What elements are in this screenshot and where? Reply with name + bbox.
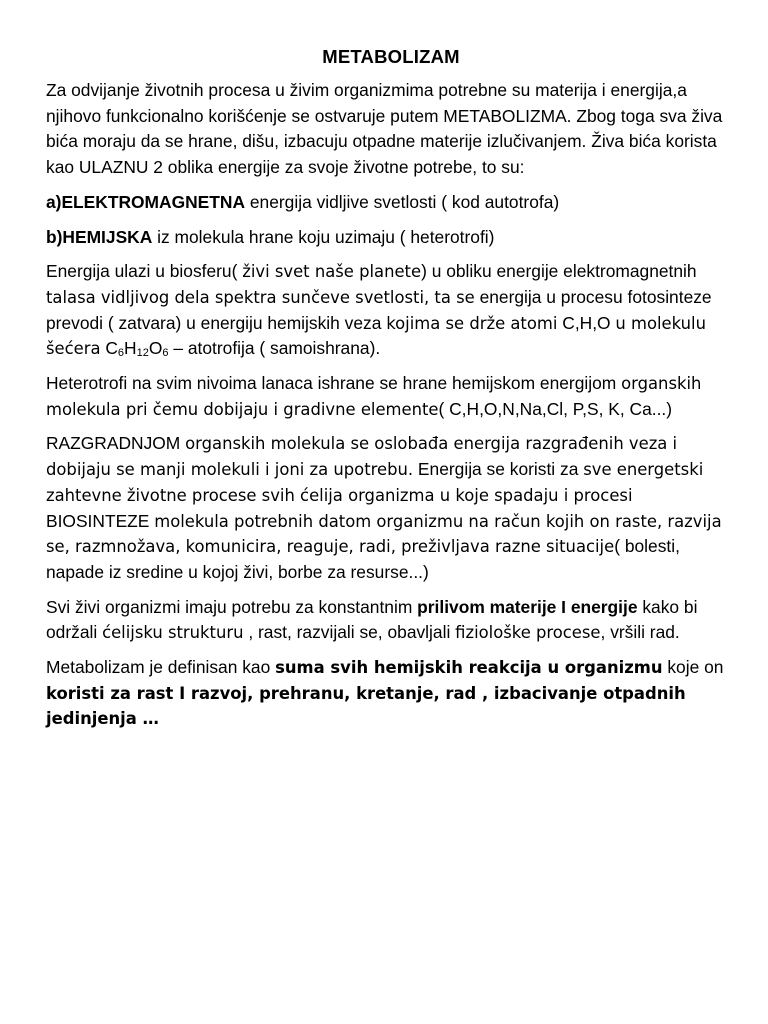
paragraph-electromagnetic bbox=[46, 190, 736, 216]
energy-text-b: živi svet naše planete bbox=[242, 262, 422, 282]
energy-text-f: kojima se drže atomi bbox=[386, 313, 558, 333]
energy-text-l: – atotrofija ( samoishrana). bbox=[168, 338, 381, 359]
intro-text-b: , izbacuju otpadne materije izlučivanjem. Živa bića korista kao ULAZNU 2 oblika energije za svoje životne potrebe, to su: bbox=[46, 131, 717, 178]
page-title: METABOLIZAM bbox=[322, 46, 460, 67]
electromagnetic-label: a)ELEKTROMAGNETNA bbox=[46, 191, 246, 212]
chemical-label: b)HEMIJSKA bbox=[46, 226, 153, 247]
decomposition-text-a: RAZGRADNJOM bbox=[46, 433, 186, 454]
document-body bbox=[46, 44, 736, 741]
energy-text-d: talasa vidljivog dela spektra sunčeve svetlosti, ta se bbox=[46, 287, 475, 307]
paragraph-matter-energy bbox=[46, 595, 736, 646]
paragraph-intro bbox=[46, 78, 736, 181]
matter-text-a: Svi živi organizmi imaju potrebu za konstantnim bbox=[46, 596, 418, 617]
decomposition-text-d: sve energetski zahtevne životne procese svih ćelija organizma u koje spadaju i procesi bbox=[46, 460, 704, 505]
definition-text-d: koristi za rast I razvoj, prehranu, kretanje, rad , izbacivanje otpadnih jedinjenja … bbox=[46, 683, 686, 729]
energy-text-e: energija u procesu fotosinteze prevodi ( zatvara) u energiju hemijskih veza bbox=[46, 286, 712, 333]
matter-text-g: , vršili rad. bbox=[600, 622, 680, 643]
intro-text-a: Za odvijanje životnih procesa u živim organizmima potrebne su materija i energija,a njihovo funkcionalno korišćenje se ostvaruje putem METABOLIZMA. Zbog toga sva živa bića moraju da se hrane, dišu bbox=[46, 80, 723, 152]
electromagnetic-text: energija vidljive svetlosti ( kod autotrofa) bbox=[245, 191, 560, 212]
formula-sub-6b: 6 bbox=[162, 347, 169, 360]
formula-sub-6: 6 bbox=[117, 347, 125, 360]
decomposition-text-c: Energija se koristi za bbox=[413, 459, 584, 480]
heterotrophs-text-b: organskih molekula pri čemu dobijaju i gradivne elemente bbox=[46, 374, 702, 419]
decomposition-text-g: ( bolesti, napade iz sredine u kojoj živi, borbe za resurse...) bbox=[46, 536, 680, 582]
formula-sub-12: 12 bbox=[136, 347, 149, 360]
matter-text-f: fiziološke procese bbox=[455, 623, 601, 643]
formula-carbon: C bbox=[100, 338, 118, 359]
decomposition-text-b: organskih molekula se oslobađa energija razgrađenih veza i dobijaju se manji molekuli i joni za upotrebu. bbox=[46, 434, 678, 480]
energy-text-c: ) u obliku energije elektromagnetnih bbox=[421, 261, 697, 282]
definition-text-b: suma svih hemijskih reakcija u organizmu bbox=[275, 658, 663, 678]
paragraph-chemical bbox=[46, 225, 736, 251]
heterotrophs-text-a: Heterotrofi na svim nivoima lanaca ishrane se hrane hemijskom energijom bbox=[46, 373, 622, 394]
matter-text-e: , rast, razvijali se, obavljali bbox=[243, 622, 456, 643]
energy-text-h: u molekulu šećera bbox=[46, 313, 706, 359]
heterotrophs-text-c: ( C,H,O,N,Na,Cl, P,S, K, Ca...) bbox=[438, 398, 673, 419]
matter-text-c: kako bi održali bbox=[46, 596, 698, 643]
energy-text-a: Energija ulazi u biosferu( bbox=[46, 261, 243, 282]
decomposition-text-f: molekula potrebnih datom organizmu na račun kojih on raste, razvija se, razmnožava, komunicira, reaguje, radi, preživljava razne situacije bbox=[46, 511, 722, 557]
definition-text-c: koje on bbox=[662, 657, 724, 678]
paragraph-definition bbox=[46, 655, 736, 732]
chemical-text: iz molekula hrane koju uzimaju ( heterotrofi) bbox=[152, 226, 495, 247]
paragraph-energy-biosphere bbox=[46, 259, 736, 362]
paragraph-heterotrophs bbox=[46, 371, 736, 422]
paragraph-decomposition bbox=[46, 431, 736, 585]
energy-text-g: C,H,O bbox=[557, 312, 616, 333]
matter-text-d: ćelijsku strukturu bbox=[102, 623, 244, 643]
definition-text-a: Metabolizam je definisan kao bbox=[46, 657, 276, 678]
formula-hydrogen: H bbox=[124, 338, 137, 359]
decomposition-text-e: BIOSINTEZE bbox=[46, 510, 155, 531]
formula-oxygen: O bbox=[148, 338, 163, 359]
matter-text-b: prilivom materije I energije bbox=[417, 596, 638, 617]
